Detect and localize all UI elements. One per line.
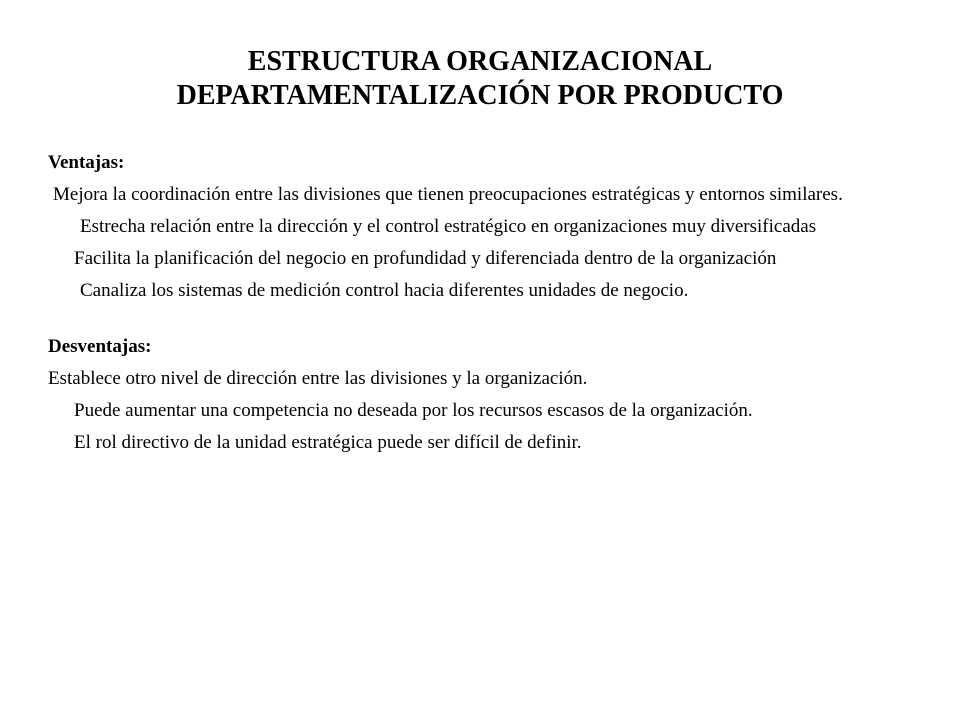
ventajas-item: Facilita la planificación del negocio en profundidad y diferenciada dentro de la organización [74,248,777,269]
ventajas-item: Canaliza los sistemas de medición control hacia diferentes unidades de negocio. [80,280,689,301]
desventajas-heading: Desventajas: [48,336,152,357]
title-line-2: DEPARTAMENTALIZACIÓN POR PRODUCTO [176,80,784,111]
ventajas-item: Mejora la coordinación entre las divisiones que tienen preocupaciones estratégicas y entornos similares. [53,184,843,205]
desventajas-item: El rol directivo de la unidad estratégica puede ser difícil de definir. [74,432,582,453]
title-line-1: ESTRUCTURA ORGANIZACIONAL [247,46,713,77]
ventajas-heading: Ventajas: [48,152,125,173]
desventajas-item: Puede aumentar una competencia no deseada por los recursos escasos de la organización. [74,400,753,421]
section-spacer [48,304,888,334]
slide-title [80,45,880,113]
desventajas-item: Establece otro nivel de dirección entre las divisiones y la organización. [48,368,588,389]
ventajas-item: Estrecha relación entre la dirección y el control estratégico en organizaciones muy diversificadas [80,216,817,237]
slide-body [48,150,888,456]
